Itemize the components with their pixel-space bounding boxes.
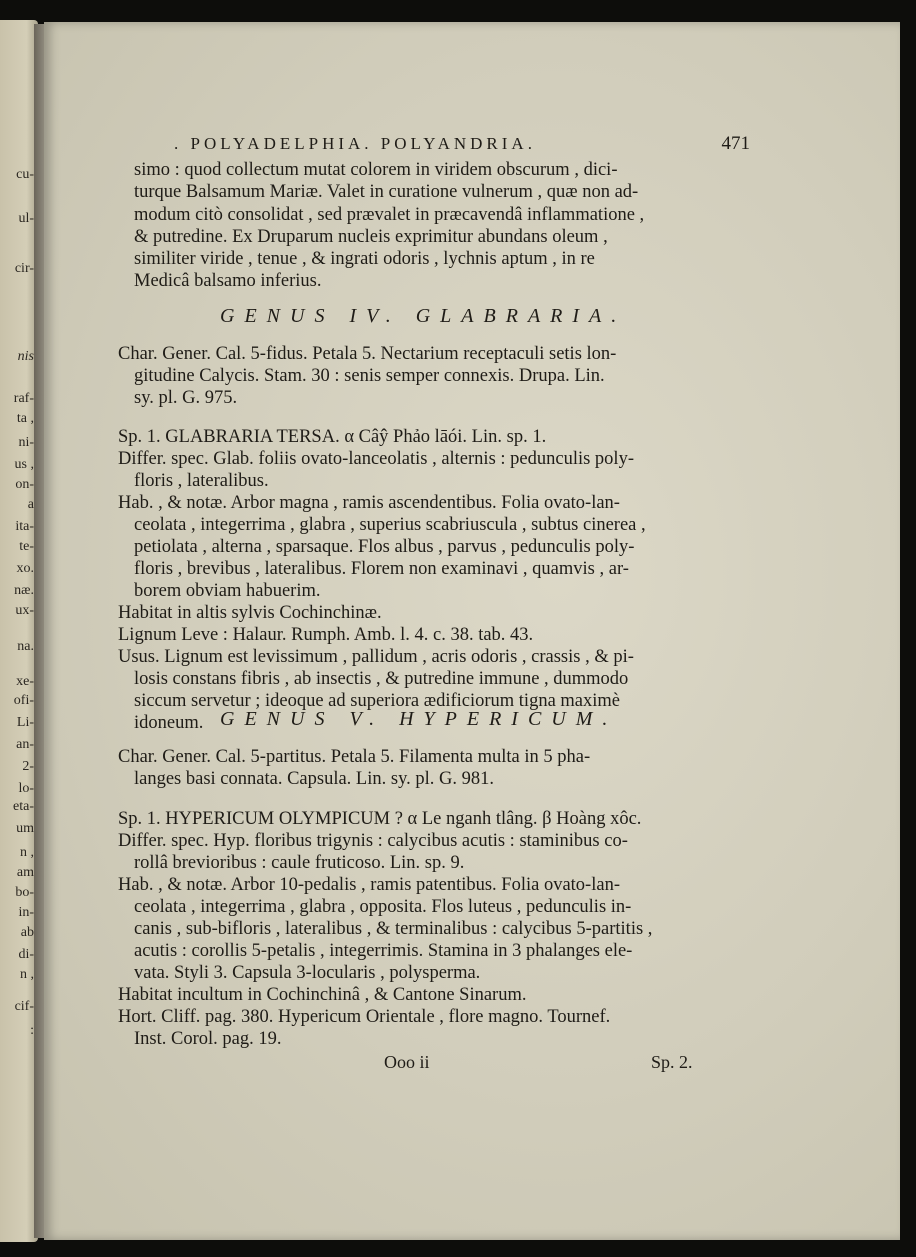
text-line: floris , lateralibus.: [134, 471, 269, 491]
text-line: ceolata , integerrima , glabra , superius scabriuscula , subtus cinerea ,: [134, 515, 646, 535]
text-line: & putredine. Ex Druparum nucleis exprimitur abundans oleum ,: [134, 227, 608, 247]
text-line: petiolata , alterna , sparsaque. Flos albus , parvus , pedunculis poly-: [134, 537, 635, 557]
text-line: Hab. , & notæ. Arbor magna , ramis ascendentibus. Folia ovato-lan-: [118, 493, 620, 513]
text-line: siccum servetur ; ideoque ad superiora ædificiorum tigna maximè: [134, 691, 620, 711]
genus-iv-heading: GENUS IV. GLABRARIA.: [220, 305, 627, 327]
facing-page-fragment: te-: [19, 539, 34, 554]
facing-page-fragment: cir-: [14, 261, 34, 276]
facing-page-fragment: :: [30, 1023, 34, 1038]
facing-page-fragment: bo-: [15, 885, 34, 900]
facing-page-fragment: ita-: [15, 519, 34, 534]
facing-page-fragment: am: [16, 865, 34, 880]
facing-page-fragment: us ,: [14, 457, 34, 472]
text-line: Hort. Cliff. pag. 380. Hypericum Orientale , flore magno. Tournef.: [118, 1007, 611, 1027]
text-line: sy. pl. G. 975.: [134, 388, 238, 408]
facing-page-fragment: a: [27, 497, 34, 512]
page-number: 471: [721, 133, 750, 154]
facing-page-fragment: 2-: [22, 759, 34, 774]
facing-page-fragment: ta ,: [16, 411, 34, 426]
text-line: idoneum.: [134, 713, 204, 733]
text-line: Lignum Leve : Halaur. Rumph. Amb. l. 4. c. 38. tab. 43.: [118, 625, 534, 645]
text-line: Usus. Lignum est levissimum , pallidum , acris odoris , crassis , & pi-: [118, 647, 634, 667]
text-line: similiter viride , tenue , & ingrati odoris , lychnis aptum , in re: [134, 249, 595, 269]
text-line: losis constans fibris , ab insectis , & putredine immune , dummodo: [134, 669, 629, 689]
facing-page-strip: [0, 20, 38, 1242]
facing-page-fragment: um: [16, 821, 34, 836]
text-line: Habitat in altis sylvis Cochinchinæ.: [118, 603, 382, 623]
facing-page-fragment: næ.: [14, 583, 34, 598]
text-line: langes basi connata. Capsula. Lin. sy. pl. G. 981.: [134, 769, 495, 789]
text-line: canis , sub-bifloris , lateralibus , & terminalibus : calycibus 5-partitis ,: [134, 919, 653, 939]
text-line: acutis : corollis 5-petalis , integerrimis. Stamina in 3 phalanges ele-: [134, 941, 633, 961]
facing-page-fragment: xo.: [16, 561, 34, 576]
text-line: modum citò consolidat , sed prævalet in præcavendâ inflammatione ,: [134, 205, 645, 225]
text-line: borem obviam habuerim.: [134, 581, 321, 601]
facing-page-fragment: an-: [16, 737, 34, 752]
facing-page-fragment: ul-: [18, 211, 34, 226]
text-line: rollâ brevioribus : caule fruticoso. Lin. sp. 9.: [134, 853, 465, 873]
text-line: ceolata , integerrima , glabra , opposita. Flos luteus , pedunculis in-: [134, 897, 632, 917]
text-line: turque Balsamum Mariæ. Valet in curatione vulnerum , quæ non ad-: [134, 182, 639, 202]
catchword: Sp. 2.: [651, 1052, 693, 1072]
text-line: Char. Gener. Cal. 5-partitus. Petala 5. Filamenta multa in 5 pha-: [118, 747, 591, 767]
text-line: simo : quod collectum mutat colorem in viridem obscurum , dici-: [134, 160, 618, 180]
signature-mark: Ooo ii: [384, 1052, 430, 1072]
text-line: floris , brevibus , lateralibus. Florem non examinavi , quamvis , ar-: [134, 559, 629, 579]
text-line: vata. Styli 3. Capsula 3-locularis , polysperma.: [134, 963, 481, 983]
facing-page-fragment: nis: [17, 349, 34, 364]
facing-page-fragment: in-: [18, 905, 34, 920]
text-line: Differ. spec. Hyp. floribus trigynis : calycibus acutis : staminibus co-: [118, 831, 628, 851]
text-line: Inst. Corol. pag. 19.: [134, 1029, 282, 1049]
facing-page-fragment: ofi-: [13, 693, 34, 708]
text-line: Char. Gener. Cal. 5-fidus. Petala 5. Nectarium receptaculi setis lon-: [118, 344, 617, 364]
text-line: Hab. , & notæ. Arbor 10-pedalis , ramis patentibus. Folia ovato-lan-: [118, 875, 620, 895]
genus-v-heading: GENUS V. HYPERICUM.: [220, 708, 618, 730]
facing-page-fragment: ab: [20, 925, 34, 940]
facing-page-fragment: di-: [18, 947, 34, 962]
facing-page-fragment: eta-: [13, 799, 34, 814]
facing-page-fragment: n ,: [20, 967, 34, 982]
facing-page-fragment: cu-: [16, 167, 34, 182]
facing-page-fragment: raf-: [13, 391, 34, 406]
text-line: Habitat incultum in Cochinchinâ , & Cantone Sinarum.: [118, 985, 527, 1005]
facing-page-fragment: n ,: [20, 845, 34, 860]
text-line: gitudine Calycis. Stam. 30 : senis semper connexis. Drupa. Lin.: [134, 366, 605, 386]
text-line: Sp. 1. GLABRARIA TERSA. α Câŷ Phảo lāói. Lin. sp. 1.: [118, 427, 547, 447]
text-line: Differ. spec. Glab. foliis ovato-lanceolatis , alternis : pedunculis poly-: [118, 449, 634, 469]
text-line: Medicâ balsamo inferius.: [134, 271, 322, 291]
book-page: [44, 22, 900, 1240]
facing-page-fragment: on-: [15, 477, 34, 492]
facing-page-fragment: ni-: [18, 435, 34, 450]
facing-page-fragment: ux-: [15, 603, 34, 618]
facing-page-fragment: na.: [17, 639, 34, 654]
facing-page-fragment: Li-: [16, 715, 34, 730]
running-head: . POLYADELPHIA. POLYANDRIA.: [174, 134, 536, 153]
facing-page-fragment: cif-: [14, 999, 34, 1014]
facing-page-fragment: xe-: [16, 674, 34, 689]
facing-page-fragment: lo-: [18, 781, 34, 796]
text-line: Sp. 1. HYPERICUM OLYMPICUM ? α Le nganh tlâng. β Hoàng xôc.: [118, 809, 642, 829]
